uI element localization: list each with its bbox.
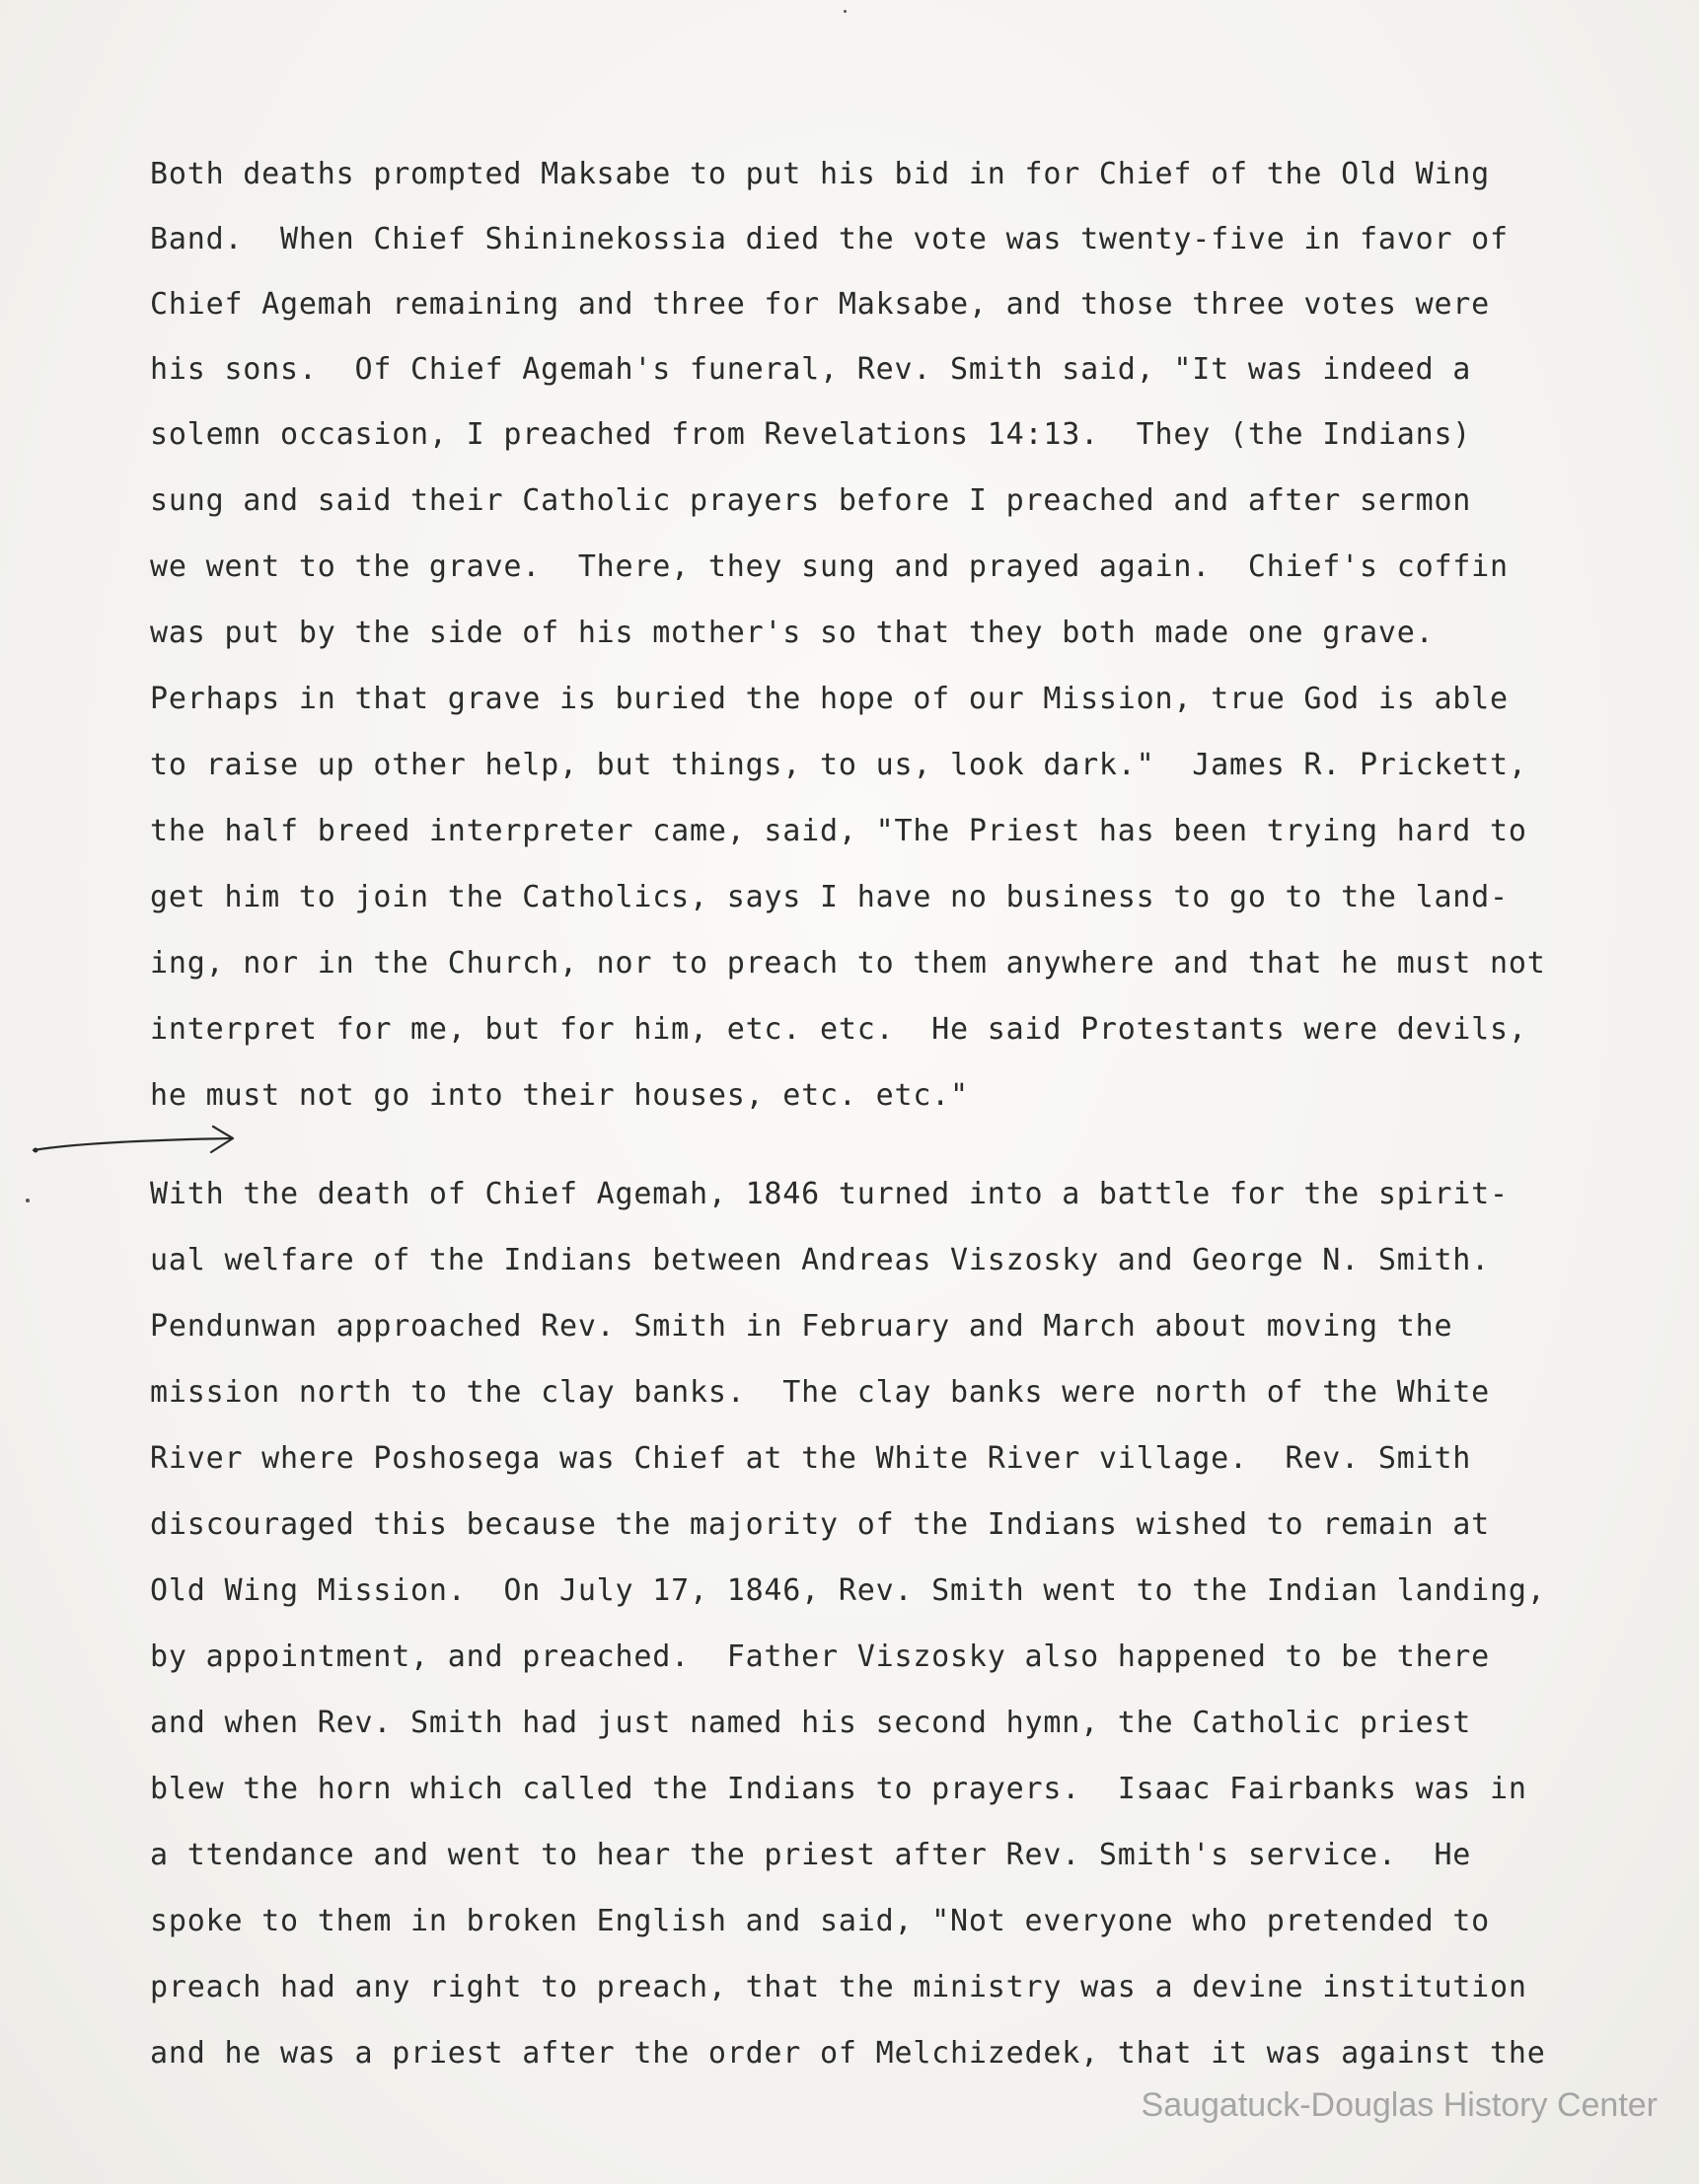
text-line: spoke to them in broken English and said, "Not everyone who pretended to: [150, 1904, 1491, 1938]
text-line: With the death of Chief Agemah, 1846 turned into a battle for the spirit-: [150, 1177, 1509, 1211]
text-line: Band. When Chief Shininekossia died the vote was twenty-five in favor of: [150, 222, 1509, 256]
text-line: solemn occasion, I preached from Revelations 14:13. They (the Indians): [150, 417, 1472, 452]
text-line: discouraged this because the majority of the Indians wished to remain at: [150, 1507, 1491, 1542]
text-line: get him to join the Catholics, says I have no business to go to the land-: [150, 880, 1509, 914]
text-line: Both deaths prompted Maksabe to put his bid in for Chief of the Old Wing: [150, 157, 1491, 191]
text-line: mission north to the clay banks. The clay banks were north of the White: [150, 1375, 1491, 1410]
text-line: by appointment, and preached. Father Viszosky also happened to be there: [150, 1639, 1491, 1674]
ink-speck: [844, 10, 847, 13]
text-line: Old Wing Mission. On July 17, 1846, Rev. Smith went to the Indian landing,: [150, 1573, 1546, 1608]
text-line: interpret for me, but for him, etc. etc. He said Protestants were devils,: [150, 1012, 1527, 1047]
text-line: Chief Agemah remaining and three for Maksabe, and those three votes were: [150, 287, 1491, 322]
text-line: the half breed interpreter came, said, "The Priest has been trying hard to: [150, 814, 1527, 848]
text-line: ual welfare of the Indians between Andreas Viszosky and George N. Smith.: [150, 1243, 1491, 1277]
text-line: sung and said their Catholic prayers before I preached and after sermon: [150, 483, 1472, 518]
text-line: Pendunwan approached Rev. Smith in February and March about moving the: [150, 1309, 1453, 1344]
text-line: Perhaps in that grave is buried the hope of our Mission, true God is able: [150, 682, 1509, 716]
text-line: and when Rev. Smith had just named his second hymn, the Catholic priest: [150, 1706, 1472, 1740]
text-line: and he was a priest after the order of Melchizedek, that it was against the: [150, 2036, 1546, 2071]
handwritten-arrow-icon: [30, 1121, 247, 1160]
text-line: preach had any right to preach, that the ministry was a devine institution: [150, 1970, 1527, 2004]
text-line: blew the horn which called the Indians to prayers. Isaac Fairbanks was in: [150, 1772, 1527, 1806]
text-line: was put by the side of his mother's so that they both made one grave.: [150, 616, 1435, 650]
text-line: River where Poshosega was Chief at the White River village. Rev. Smith: [150, 1441, 1472, 1476]
text-line: he must not go into their houses, etc. etc.": [150, 1078, 969, 1113]
watermark: Saugatuck-Douglas History Center: [1141, 2086, 1658, 2124]
ink-speck: [26, 1199, 30, 1202]
text-line: his sons. Of Chief Agemah's funeral, Rev. Smith said, "It was indeed a: [150, 352, 1472, 387]
text-line: to raise up other help, but things, to us, look dark." James R. Prickett,: [150, 748, 1527, 782]
text-line: a ttendance and went to hear the priest after Rev. Smith's service. He: [150, 1838, 1472, 1872]
text-line: we went to the grave. There, they sung and prayed again. Chief's coffin: [150, 549, 1509, 584]
text-line: ing, nor in the Church, nor to preach to them anywhere and that he must not: [150, 946, 1546, 981]
